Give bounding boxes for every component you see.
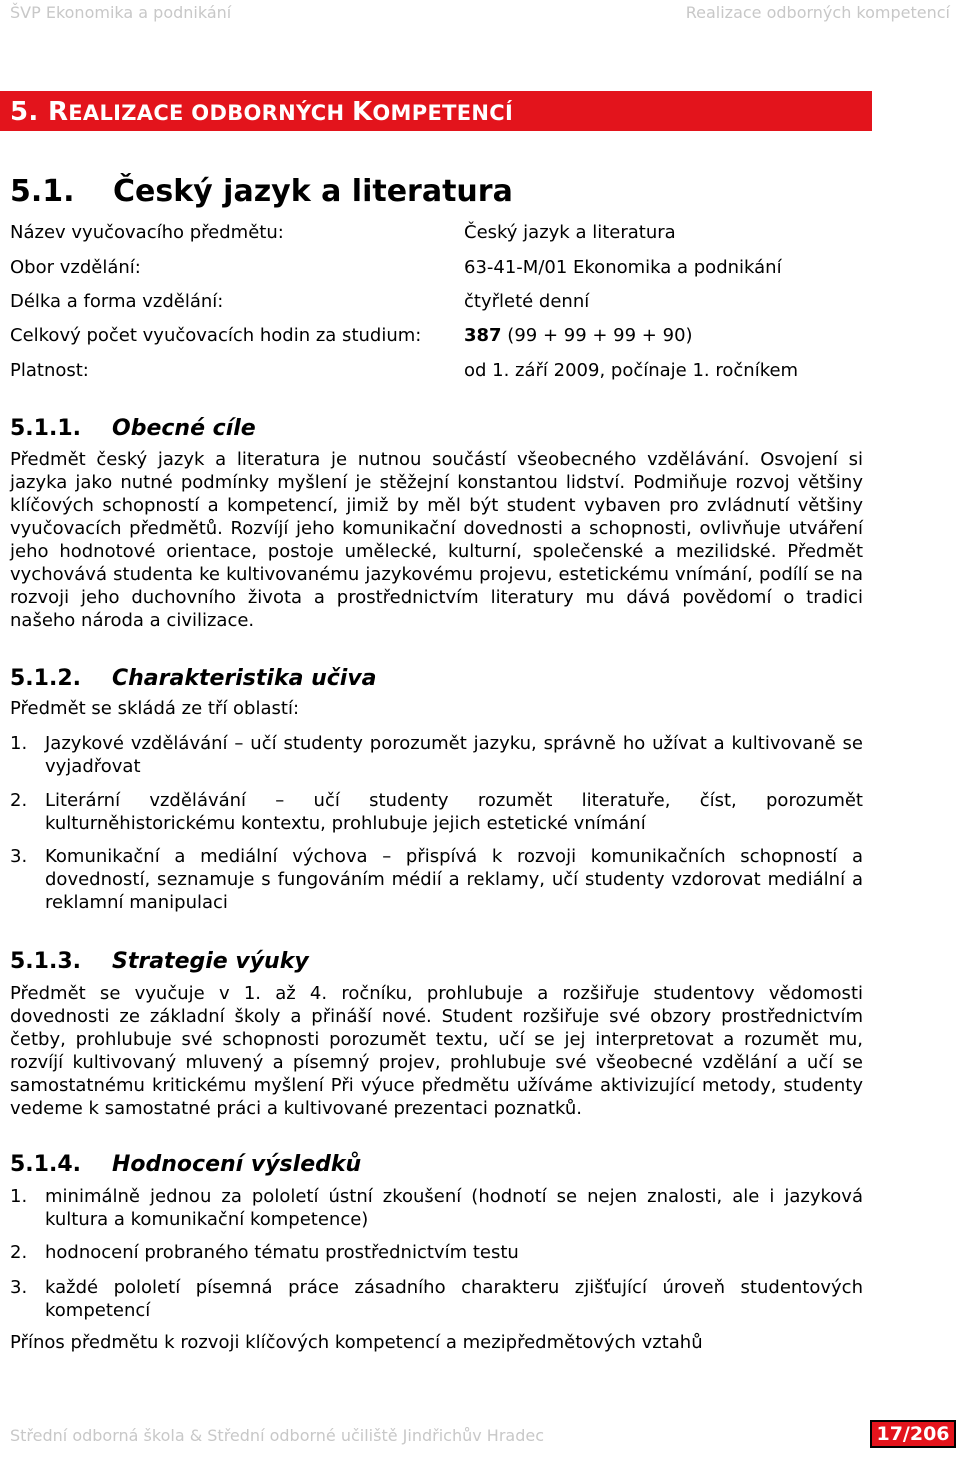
chapter-title-part-1: EALIZACE ODBORNÝCH — [68, 101, 352, 125]
chapter-title-bar — [0, 91, 872, 131]
list-item — [10, 1241, 863, 1264]
subsection-number: 5.1.2. — [10, 666, 81, 691]
meta-value-duration: čtyřleté denní — [464, 291, 590, 312]
subsection-title: Strategie výuky — [112, 949, 309, 974]
list-number: 3. — [10, 1277, 28, 1298]
chapter-number: 5. — [10, 97, 39, 127]
page-number: 17/206 — [870, 1420, 956, 1448]
evaluation-closing: Přínos předmětu k rozvoji klíčových kompetencí a mezipředmětových vztahů — [10, 1332, 703, 1353]
chapter-title-cap-2: K — [351, 97, 373, 127]
list-text: minimálně jednou za pololetí ústní zkoušení (hodnotí se nejen znalosti, ale i jazyková kultura a komunikační kompetence) — [45, 1186, 863, 1230]
meta-value-hours — [464, 325, 693, 346]
list-item — [10, 732, 863, 778]
subsection-title: Charakteristika učiva — [112, 666, 377, 691]
subsection-heading-characteristics — [10, 666, 377, 691]
meta-value-field: 63-41-M/01 Ekonomika a podnikání — [464, 257, 782, 278]
list-number: 2. — [10, 790, 28, 811]
list-number: 2. — [10, 1242, 28, 1263]
footer-school-name: Střední odborná škola & Střední odborné učiliště Jindřichův Hradec — [10, 1426, 544, 1445]
section-heading — [10, 174, 513, 209]
meta-value-subject: Český jazyk a literatura — [464, 222, 676, 243]
subsection-title: Hodnocení výsledků — [112, 1152, 362, 1177]
subsection-number: 5.1.4. — [10, 1152, 81, 1177]
running-header-right: Realizace odborných kompetencí — [685, 3, 950, 22]
meta-label-duration: Délka a forma vzdělání: — [10, 291, 224, 312]
strategy-paragraph: Předmět se vyučuje v 1. až 4. ročníku, prohlubuje a rozšiřuje studentovy vědomosti dovednosti ze základní školy a přináší nové. Student rozšiřuje své obzory prostřednictvím četby, prohlubuje své schopnosti porozumět textu, učí se jej interpretovat a rozumět mu, rozvíjí kultivovaný mluvený a písemný projev, prohlubuje své všeobecné vzdělání a učí se samostatnému kritickému myšlení Při výuce předmětu užíváme aktivizující metody, studenty vedeme k samostatné práci a kultivované prezentaci poznatků. — [10, 983, 863, 1119]
section-title: Český jazyk a literatura — [113, 174, 513, 209]
meta-value-validity: od 1. září 2009, počínaje 1. ročníkem — [464, 360, 799, 381]
meta-label-hours: Celkový počet vyučovacích hodin za studium: — [10, 325, 422, 346]
subsection-heading-evaluation — [10, 1152, 361, 1177]
list-text: Komunikační a mediální výchova – přispívá k rozvoji komunikačních schopností a dovedností, seznamuje s fungováním médií a reklamy, učí studenty vzdorovat mediální a reklamní manipulaci — [45, 846, 863, 913]
chapter-title-part-2: OMPETENCÍ — [372, 101, 514, 125]
subsection-number: 5.1.1. — [10, 416, 81, 441]
list-number: 3. — [10, 846, 28, 867]
characteristics-intro: Předmět se skládá ze tří oblastí: — [10, 698, 300, 719]
list-item — [10, 1185, 863, 1231]
subsection-number: 5.1.3. — [10, 949, 81, 974]
meta-hours-total: 387 — [464, 325, 502, 346]
list-number: 1. — [10, 733, 28, 754]
meta-label-field: Obor vzdělání: — [10, 257, 141, 278]
subsection-title: Obecné cíle — [112, 416, 256, 441]
goals-paragraph: Předmět český jazyk a literatura je nutnou součástí všeobecného vzdělávání. Osvojení si jazyka jako nutné podmínky myšlení je stěžejní konstantou lidství. Podmiňuje rozvoj většiny klíčových schopností a kompetencí, jimiž by měl být student vybaven pro zvládnutí většiny vyučovacích předmětů. Rozvíjí jeho komunikační dovednosti a schopnosti, ovlivňuje utváření jeho hodnotové orientace, postoje umělecké, kulturní, společenské a mezilidské. Předmět vychovává studenta ke kultivovanému jazykovému projevu, estetickému vnímání, podílí se na rozvoji jeho duchovního života a prostřednictvím literatury mu dává povědomí o tradici našeho národa a civilizace. — [10, 449, 863, 631]
list-number: 1. — [10, 1186, 28, 1207]
running-header-left: ŠVP Ekonomika a podnikání — [10, 3, 232, 22]
list-item — [10, 1276, 863, 1322]
meta-label-validity: Platnost: — [10, 360, 89, 381]
list-item — [10, 845, 863, 914]
list-text: hodnocení probraného tématu prostřednictvím testu — [45, 1242, 519, 1263]
section-number: 5.1. — [10, 174, 75, 209]
chapter-title-cap-1: R — [47, 97, 69, 127]
subsection-heading-goals — [10, 416, 256, 441]
list-text: Literární vzdělávání – učí studenty rozumět literatuře, číst, porozumět kulturněhistorickému kontextu, prohlubuje jejich estetické vnímání — [45, 790, 863, 834]
list-text: Jazykové vzdělávání – učí studenty porozumět jazyku, správně ho užívat a kultivovaně se vyjadřovat — [45, 733, 863, 777]
meta-hours-breakdown: (99 + 99 + 99 + 90) — [501, 325, 693, 346]
list-text: každé pololetí písemná práce zásadního charakteru zjišťující úroveň studentových kompetencí — [45, 1277, 863, 1321]
meta-label-subject: Název vyučovacího předmětu: — [10, 222, 284, 243]
subsection-heading-strategy — [10, 949, 309, 974]
list-item — [10, 789, 863, 835]
